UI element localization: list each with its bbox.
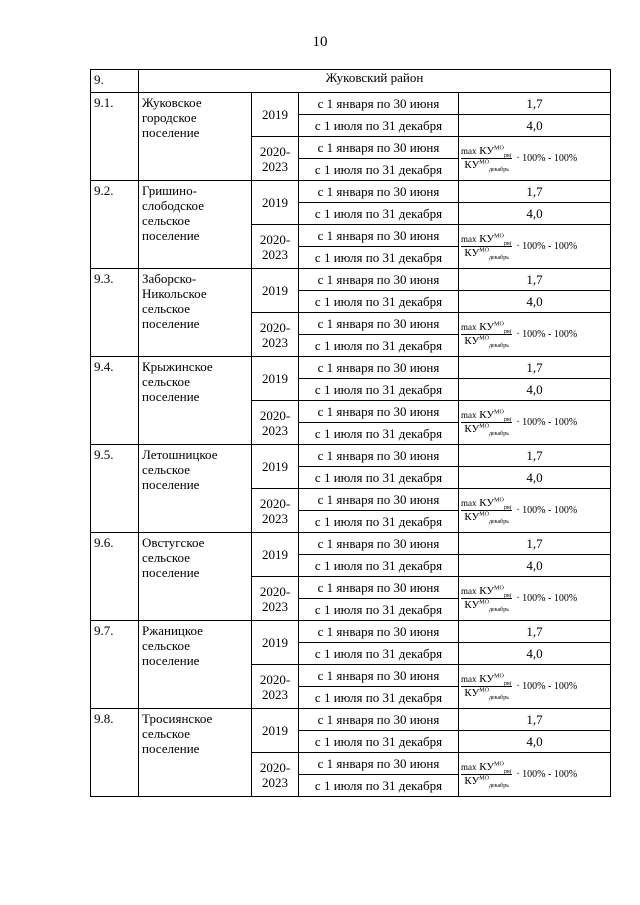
- formula-tail: · 100% - 100%: [516, 505, 578, 516]
- row-number: 9.4.: [91, 357, 139, 445]
- period-first-half: с 1 января по 30 июня: [299, 665, 459, 687]
- period-first-half: с 1 января по 30 июня: [299, 357, 459, 379]
- value-second-half: 4,0: [459, 203, 611, 225]
- period-first-half: с 1 января по 30 июня: [299, 401, 459, 423]
- year-2019: 2019: [252, 621, 299, 665]
- period-first-half: с 1 января по 30 июня: [299, 445, 459, 467]
- formula-tail: · 100% - 100%: [516, 417, 578, 428]
- row-number: 9.2.: [91, 181, 139, 269]
- year-2020-2023: 2020- 2023: [252, 225, 299, 269]
- formula-cell: [459, 577, 611, 621]
- period-first-half: с 1 января по 30 июня: [299, 137, 459, 159]
- settlement-name: Ржаницкое сельское поселение: [139, 621, 252, 709]
- period-first-half: с 1 января по 30 июня: [299, 533, 459, 555]
- period-second-half: с 1 июля по 31 декабря: [299, 379, 459, 401]
- row-number: 9.3.: [91, 269, 139, 357]
- period-first-half: с 1 января по 30 июня: [299, 577, 459, 599]
- value-second-half: 4,0: [459, 643, 611, 665]
- settlement-name: Летошницкое сельское поселение: [139, 445, 252, 533]
- period-first-half: с 1 января по 30 июня: [299, 709, 459, 731]
- value-second-half: 4,0: [459, 291, 611, 313]
- formula-fraction: $\frac{\max КУ^{МО}_{pвj}}{КУ^{МО}_{декабрь}}$: [461, 673, 512, 702]
- value-second-half: 4,0: [459, 115, 611, 137]
- year-2019: 2019: [252, 269, 299, 313]
- table-row: [91, 445, 611, 467]
- year-2019: 2019: [252, 93, 299, 137]
- table-row: [91, 533, 611, 555]
- period-first-half: с 1 января по 30 июня: [299, 753, 459, 775]
- formula-tail: · 100% - 100%: [516, 593, 578, 604]
- period-second-half: с 1 июля по 31 декабря: [299, 687, 459, 709]
- value-second-half: 4,0: [459, 555, 611, 577]
- period-first-half: с 1 января по 30 июня: [299, 181, 459, 203]
- formula-tail: · 100% - 100%: [516, 329, 578, 340]
- year-2019: 2019: [252, 533, 299, 577]
- period-second-half: с 1 июля по 31 декабря: [299, 159, 459, 181]
- row-number: 9.7.: [91, 621, 139, 709]
- formula-fraction: $\frac{\max КУ^{МО}_{pвj}}{КУ^{МО}_{декабрь}}$: [461, 585, 512, 614]
- period-second-half: с 1 июля по 31 декабря: [299, 731, 459, 753]
- year-2020-2023: 2020- 2023: [252, 313, 299, 357]
- value-first-half: 1,7: [459, 445, 611, 467]
- period-second-half: с 1 июля по 31 декабря: [299, 335, 459, 357]
- value-first-half: 1,7: [459, 533, 611, 555]
- formula-tail: · 100% - 100%: [516, 241, 578, 252]
- settlement-name: Крыжинское сельское поселение: [139, 357, 252, 445]
- period-second-half: с 1 июля по 31 декабря: [299, 115, 459, 137]
- formula-fraction: $\frac{\max КУ^{МО}_{pвj}}{КУ^{МО}_{декабрь}}$: [461, 233, 512, 262]
- year-2020-2023: 2020- 2023: [252, 401, 299, 445]
- year-2020-2023: 2020- 2023: [252, 489, 299, 533]
- formula-fraction: $\frac{\max КУ^{МО}_{pвj}}{КУ^{МО}_{декабрь}}$: [461, 145, 512, 174]
- value-first-half: 1,7: [459, 181, 611, 203]
- year-2019: 2019: [252, 445, 299, 489]
- row-number: 9.8.: [91, 709, 139, 797]
- period-first-half: с 1 января по 30 июня: [299, 621, 459, 643]
- period-second-half: с 1 июля по 31 декабря: [299, 291, 459, 313]
- formula-fraction: $\frac{\max КУ^{МО}_{pвj}}{КУ^{МО}_{декабрь}}$: [461, 761, 512, 790]
- formula-tail: · 100% - 100%: [516, 769, 578, 780]
- value-second-half: 4,0: [459, 731, 611, 753]
- formula-tail: · 100% - 100%: [516, 681, 578, 692]
- year-2019: 2019: [252, 357, 299, 401]
- period-first-half: с 1 января по 30 июня: [299, 313, 459, 335]
- value-second-half: 4,0: [459, 467, 611, 489]
- settlement-name: Тросиянское сельское поселение: [139, 709, 252, 797]
- formula-cell: [459, 137, 611, 181]
- settlement-name: Гришино-слободское сельское поселение: [139, 181, 252, 269]
- period-second-half: с 1 июля по 31 декабря: [299, 467, 459, 489]
- period-first-half: с 1 января по 30 июня: [299, 489, 459, 511]
- period-second-half: с 1 июля по 31 декабря: [299, 247, 459, 269]
- formula-fraction: $\frac{\max КУ^{МО}_{pвj}}{КУ^{МО}_{декабрь}}$: [461, 409, 512, 438]
- formula-cell: [459, 665, 611, 709]
- value-second-half: 4,0: [459, 379, 611, 401]
- section-title: Жуковский район: [139, 70, 611, 93]
- settlement-name: Заборско-Никольское сельское поселение: [139, 269, 252, 357]
- page-number: 10: [312, 34, 328, 50]
- year-2019: 2019: [252, 709, 299, 753]
- formula-cell: [459, 401, 611, 445]
- table-row: [91, 181, 611, 203]
- value-first-half: 1,7: [459, 621, 611, 643]
- year-2020-2023: 2020- 2023: [252, 665, 299, 709]
- table-row: [91, 621, 611, 643]
- period-second-half: с 1 июля по 31 декабря: [299, 775, 459, 797]
- value-first-half: 1,7: [459, 709, 611, 731]
- period-second-half: с 1 июля по 31 декабря: [299, 555, 459, 577]
- year-2020-2023: 2020- 2023: [252, 137, 299, 181]
- section-number: 9.: [91, 70, 139, 93]
- table-row: [91, 357, 611, 379]
- value-first-half: 1,7: [459, 357, 611, 379]
- table-row: [91, 93, 611, 115]
- formula-fraction: $\frac{\max КУ^{МО}_{pвj}}{КУ^{МО}_{декабрь}}$: [461, 497, 512, 526]
- period-second-half: с 1 июля по 31 декабря: [299, 643, 459, 665]
- formula-fraction: $\frac{\max КУ^{МО}_{pвj}}{КУ^{МО}_{декабрь}}$: [461, 321, 512, 350]
- year-2020-2023: 2020- 2023: [252, 753, 299, 797]
- settlement-name: Жуковское городское поселение: [139, 93, 252, 181]
- row-number: 9.6.: [91, 533, 139, 621]
- period-second-half: с 1 июля по 31 декабря: [299, 511, 459, 533]
- period-second-half: с 1 июля по 31 декабря: [299, 599, 459, 621]
- table-row: [91, 269, 611, 291]
- period-second-half: с 1 июля по 31 декабря: [299, 203, 459, 225]
- period-first-half: с 1 января по 30 июня: [299, 269, 459, 291]
- formula-tail: · 100% - 100%: [516, 153, 578, 164]
- section-row: [91, 70, 611, 93]
- settlement-name: Овстугское сельское поселение: [139, 533, 252, 621]
- formula-cell: [459, 753, 611, 797]
- row-number: 9.5.: [91, 445, 139, 533]
- period-first-half: с 1 января по 30 июня: [299, 93, 459, 115]
- row-number: 9.1.: [91, 93, 139, 181]
- table-row: [91, 709, 611, 731]
- tariff-table: [90, 69, 611, 797]
- value-first-half: 1,7: [459, 269, 611, 291]
- year-2020-2023: 2020- 2023: [252, 577, 299, 621]
- formula-cell: [459, 489, 611, 533]
- period-first-half: с 1 января по 30 июня: [299, 225, 459, 247]
- period-second-half: с 1 июля по 31 декабря: [299, 423, 459, 445]
- value-first-half: 1,7: [459, 93, 611, 115]
- formula-cell: [459, 313, 611, 357]
- formula-cell: [459, 225, 611, 269]
- year-2019: 2019: [252, 181, 299, 225]
